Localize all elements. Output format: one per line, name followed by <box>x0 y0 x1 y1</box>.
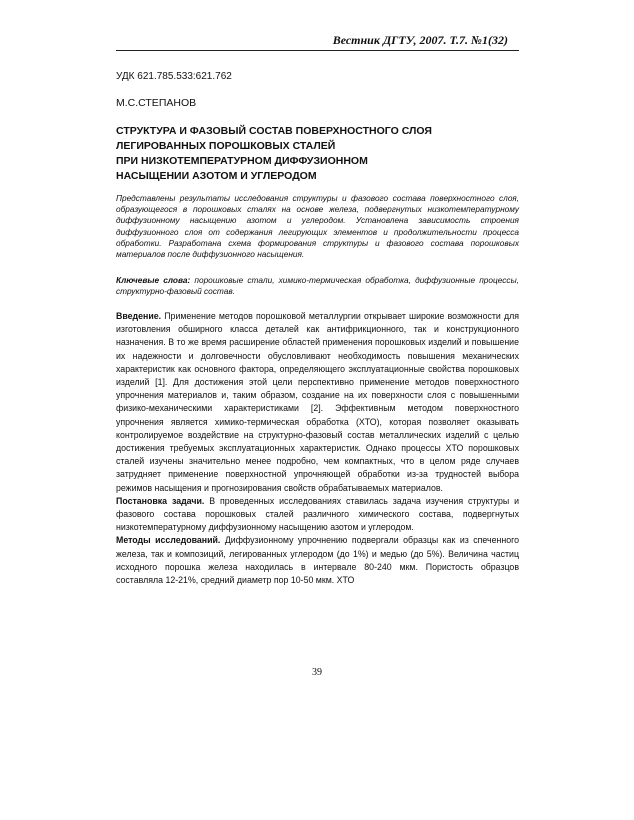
section-heading: Методы исследований. <box>116 535 221 546</box>
section-heading: Постановка задачи. <box>116 495 205 506</box>
title-line-2: ЛЕГИРОВАННЫХ ПОРОШКОВЫХ СТАЛЕЙ <box>116 140 336 152</box>
section-text: В проведенных исследованиях ставилась задача изучения структуры и фазового состава порошковых сталей различного химического состава, подвергнутых низкотемпературному диффузионному насыщению азотом и углеродом. <box>116 495 519 533</box>
title-line-1: СТРУКТУРА И ФАЗОВЫЙ СОСТАВ ПОВЕРХНОСТНОГО СЛОЯ <box>116 125 432 137</box>
abstract: Представлены результаты исследования структуры и фазового состава поверхностного слоя, образующегося в порошковых сталях на основе железа, подвергнутых низкотемпературному диффузионному насыщению азотом и углеродом. Установлена зависимость строения диффузионного слоя от содержания легирующих элементов и продолжительности процесса обработки. Разработана схема формирования структуры и фазового состава порошковых материалов после диффузионного насыщения. <box>116 193 519 260</box>
keywords-label: Ключевые слова: <box>116 275 191 285</box>
section-text: Диффузионному упрочнению подвергали образцы как из спеченного железа, так и композиций, легированных углеродом (до 1%) и медью (до 5%). Величина частиц исходного порошка железа находилась в интервале 80-240 мкм. Пористость образцов составляла 12-21%, средний диаметр пор 10-50 мкм. ХТО <box>116 535 519 586</box>
journal-header: Вестник ДГТУ, 2007. Т.7. №1(32) <box>332 33 508 47</box>
header-rule <box>116 50 519 51</box>
section-heading: Введение. <box>116 311 162 321</box>
title-line-4: НАСЫЩЕНИИ АЗОТОМ И УГЛЕРОДОМ <box>116 170 317 182</box>
section-problem-statement <box>116 495 519 535</box>
article-body <box>116 310 519 587</box>
page-number: 39 <box>312 667 322 678</box>
keywords-text: порошковые стали, химико-термическая обработка, диффузионные процессы, структурно-фазовый состав. <box>116 275 519 297</box>
keywords <box>116 275 519 297</box>
article-title <box>116 124 519 184</box>
section-text: Применение методов порошковой металлургии открывает широкие возможности для изготовления обширного класса деталей как антифрикционного, так и конструкционного назначения. В то же время расширение областей применения порошковых изделий и повышение их надежности и долговечности обусловливают необходимость повышения механических характеристик как основного фактора, определяющего эксплуатационные свойства порошковых изделий [1]. Для достижения этой цели перспективно применение методов поверхностного упрочнения материалов и, таким образом, создание на их поверхности слоя с повышенными физико-механическими характеристиками [2]. Эффективным методом поверхностного упрочнения является химико-термическая обработка (ХТО), которая позволяет оказывать контролируемое воздействие на структурно-фазовый состав металлических изделий с целью достижения требуемых эксплуатационных характеристик. Однако процессы ХТО порошковых сталей изучены значительно менее подробно, чем компактных, что в целом ряде случаев затрудняет применение поверхностной упрочняющей обработки из-за трудностей выбора режимов насыщения и прогнозирования свойств обрабатываемых материалов. <box>116 311 519 493</box>
section-introduction <box>116 310 519 495</box>
udc-code: УДК 621.785.533:621.762 <box>116 71 232 82</box>
title-line-3: ПРИ НИЗКОТЕМПЕРАТУРНОМ ДИФФУЗИОННОМ <box>116 155 368 167</box>
author-name: М.С.СТЕПАНОВ <box>116 97 197 109</box>
section-methods <box>116 534 519 587</box>
